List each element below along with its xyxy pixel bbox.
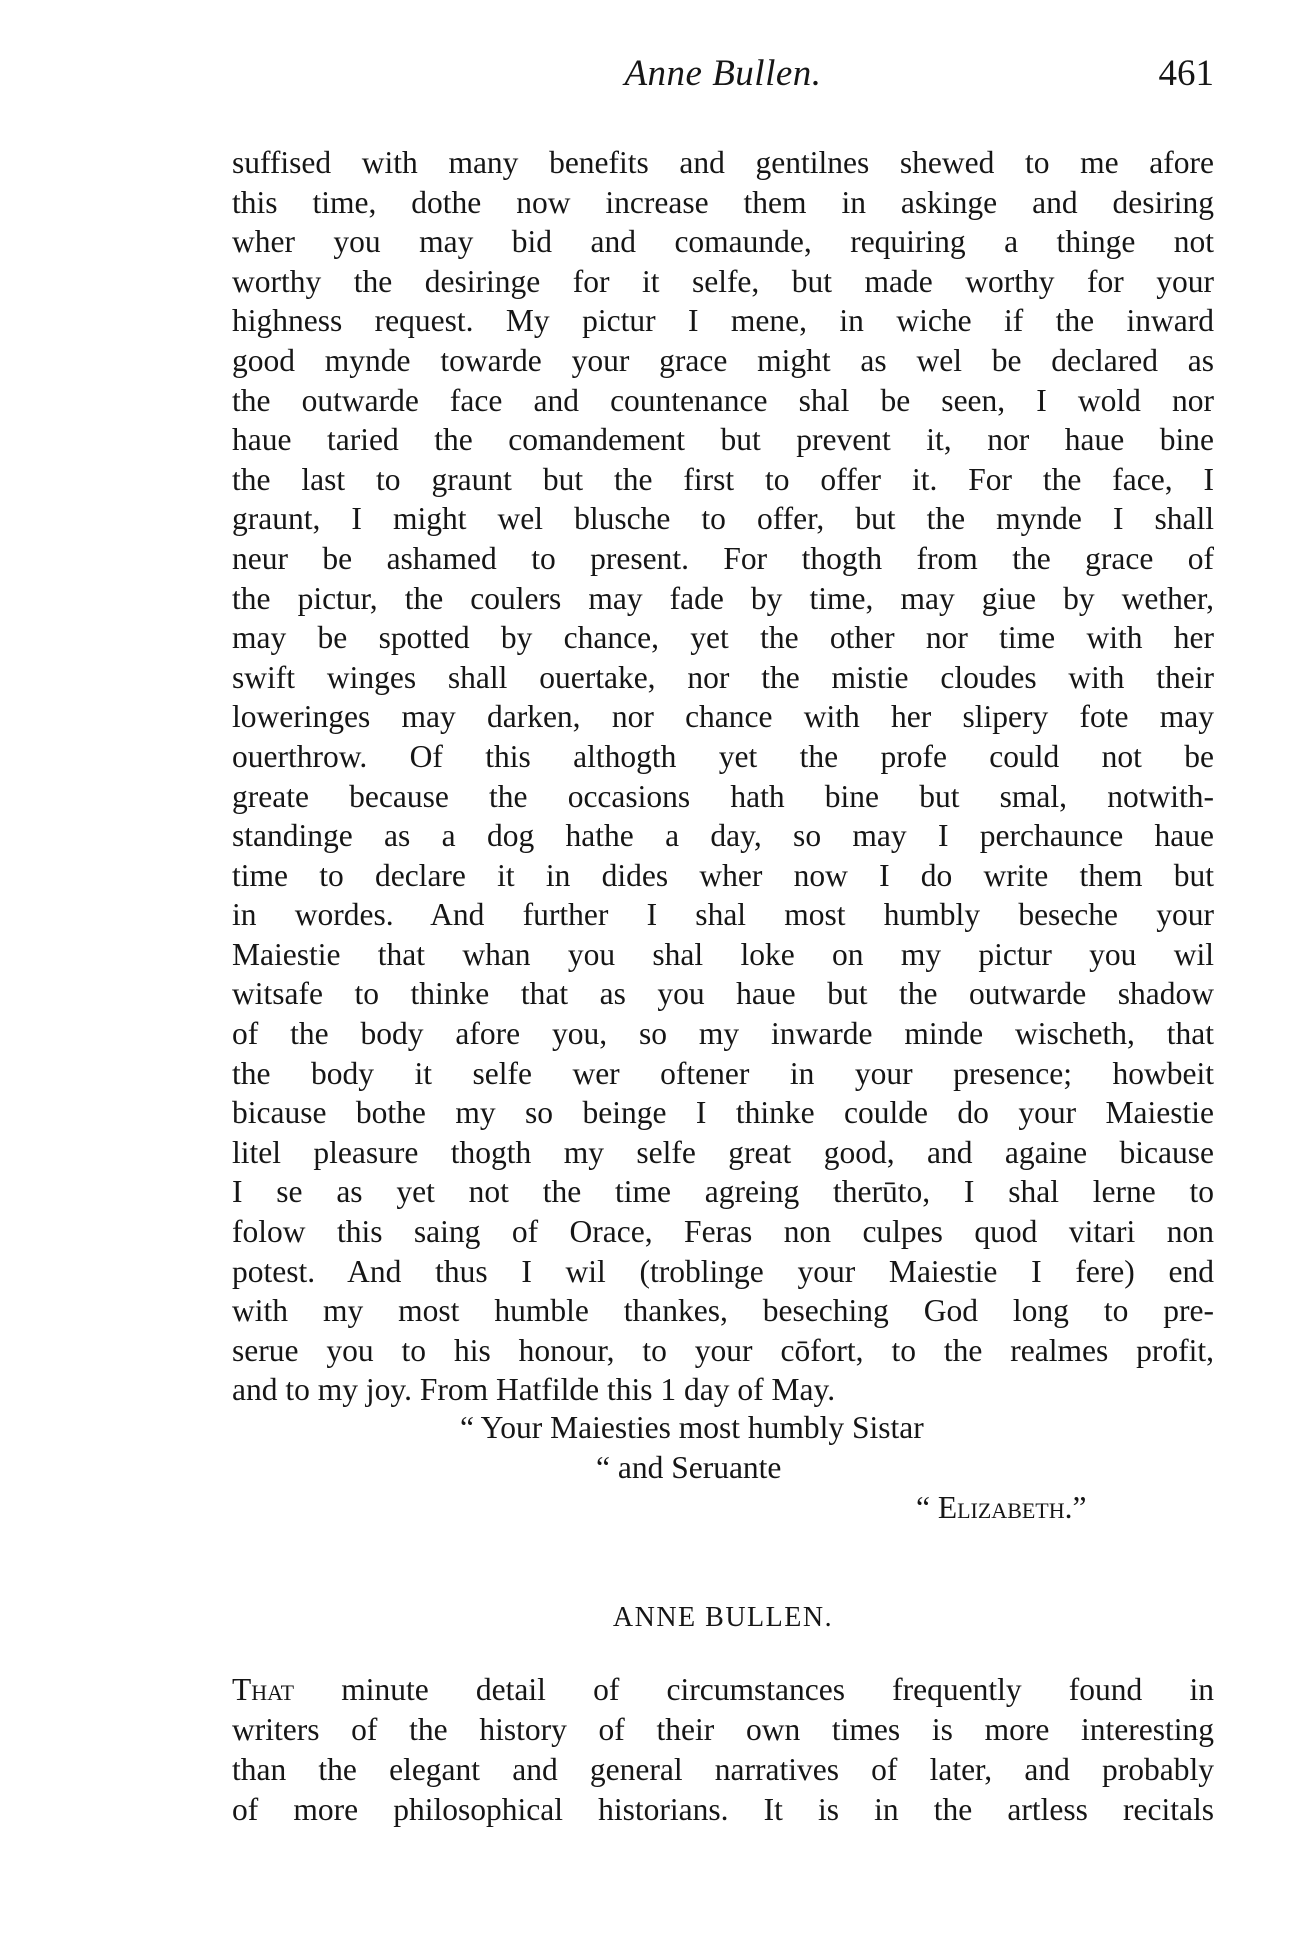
text-line: the last to graunt but the first to offer it. For the face, I: [232, 461, 1214, 497]
text-line: litel pleasure thogth my selfe great good, and againe bicause: [232, 1134, 1214, 1170]
text-line: than the elegant and general narratives of later, and probably: [232, 1752, 1214, 1787]
closing-line: “ and Seruante: [596, 1450, 782, 1485]
text-line: good mynde towarde your grace might as wel be declared as: [232, 342, 1214, 378]
text-line: potest. And thus I wil (troblinge your Maiestie I fere) end: [232, 1253, 1214, 1289]
text-line: graunt, I might wel blusche to offer, but the mynde I shall: [232, 501, 1214, 537]
text-line: I se as yet not the time agreing therūto, I shal lerne to: [232, 1174, 1214, 1210]
text-line: Maiestie that whan you shal loke on my pictur you wil: [232, 936, 1214, 972]
text-line: in wordes. And further I shal most humbly beseche your: [232, 897, 1214, 933]
lead-word: That: [232, 1672, 295, 1707]
text-line: of the body afore you, so my inwarde minde wischeth, that: [232, 1016, 1214, 1052]
text-line: time to declare it in dides wher now I do write them but: [232, 857, 1214, 893]
text-line: the pictur, the coulers may fade by time, may giue by wether,: [232, 580, 1214, 616]
text-line: of more philosophical historians. It is in the artless recitals: [232, 1792, 1214, 1827]
text-line: and to my joy. From Hatfilde this 1 day of May.: [232, 1372, 836, 1408]
running-header: [232, 52, 1214, 108]
text-line: highness request. My pictur I mene, in wiche if the inward: [232, 303, 1214, 339]
text-line: greate because the occasions hath bine but smal, notwith-: [232, 778, 1214, 814]
text-span: minute detail of circumstances frequently found in: [294, 1672, 1214, 1707]
text-line: bicause bothe my so beinge I thinke coulde do your Maiestie: [232, 1095, 1214, 1131]
text-line: with my most humble thankes, beseching God long to pre-: [232, 1293, 1214, 1329]
text-line: folow this saing of Orace, Feras non culpes quod vitari non: [232, 1214, 1214, 1250]
signature: “ Elizabeth.”: [916, 1490, 1087, 1525]
text-line: swift winges shall ouertake, nor the mistie cloudes with their: [232, 659, 1214, 695]
text-line: this time, dothe now increase them in askinge and desiring: [232, 184, 1214, 220]
text-line: the body it selfe wer oftener in your presence; howbeit: [232, 1055, 1214, 1091]
text-line: may be spotted by chance, yet the other nor time with her: [232, 620, 1214, 656]
text-line: haue taried the comandement but prevent it, nor haue bine: [232, 422, 1214, 458]
text-line: writers of the history of their own times is more interesting: [232, 1712, 1214, 1747]
text-line: serue you to his honour, to your cōfort, to the realmes profit,: [232, 1332, 1214, 1368]
text-line: standinge as a dog hathe a day, so may I perchaunce haue: [232, 818, 1214, 854]
section-body: [232, 1670, 1214, 1830]
text-line: witsafe to thinke that as you haue but the outwarde shadow: [232, 976, 1214, 1012]
text-line: suffised with many benefits and gentilnes shewed to me afore: [232, 145, 1214, 180]
text-line: ouerthrow. Of this althogth yet the profe could not be: [232, 738, 1214, 774]
text-line: wher you may bid and comaunde, requiring a thinge not: [232, 224, 1214, 260]
text-line: worthy the desiringe for it selfe, but made worthy for your: [232, 263, 1214, 299]
letter-body: [232, 143, 1214, 1410]
text-line: the outwarde face and countenance shal be seen, I wold nor: [232, 382, 1214, 418]
text-line: loweringes may darken, nor chance with her slipery fote may: [232, 699, 1214, 735]
closing-line: “ Your Maiesties most humbly Sistar: [460, 1410, 924, 1445]
page-number: 461: [1158, 53, 1214, 94]
section-heading: ANNE BULLEN.: [612, 1602, 834, 1633]
text-line: neur be ashamed to present. For thogth from the grace of: [232, 540, 1214, 576]
letter-closing: [232, 1408, 1214, 1528]
running-title: Anne Bullen.: [624, 53, 822, 94]
text-line: [232, 1670, 1214, 1710]
